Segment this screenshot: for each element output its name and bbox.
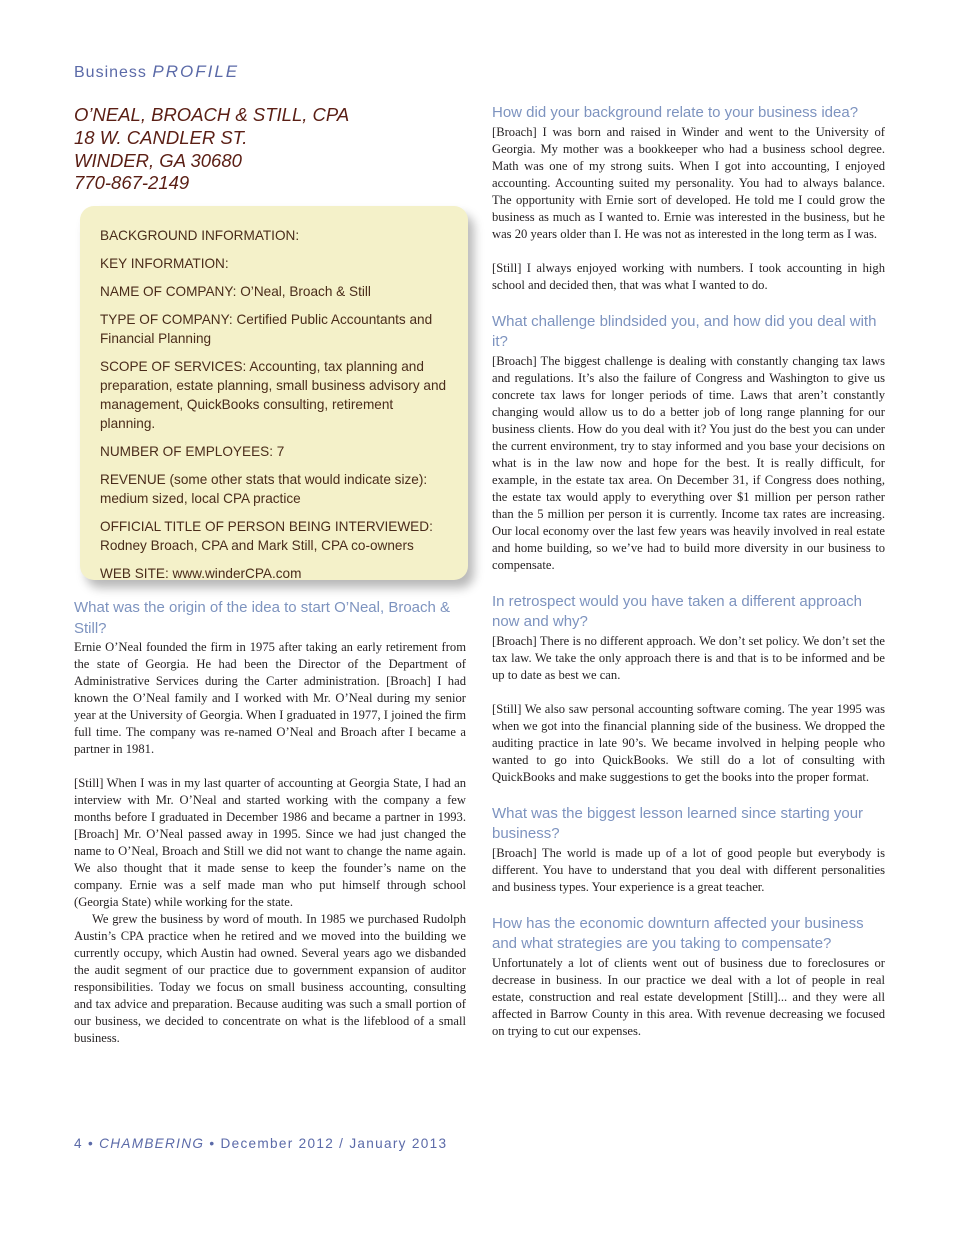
footer-separator-bullet: •	[87, 1136, 95, 1151]
answer-background-para-2: [Still] I always enjoyed working with numbers. I took accounting in high school and decided then, that was what I wanted to do.	[492, 260, 885, 292]
section-label: Business	[74, 64, 147, 81]
section-profile-label: PROFILE	[152, 62, 240, 81]
question-origin: What was the origin of the idea to start O’Neal, Broach & Still?	[74, 599, 451, 637]
answer-background-para-1: [Broach] I was born and raised in Winder and went to the University of Georgia. My mother was a bookkeeper who had a business school degree. Math was one of my strong suits. When I got into accounting, I enjoyed accounting. Accounting suited my personality. You had to always balance. The opportunity with Ernie sort of developed. He told me I could grow the business as much as I wanted to. Ernie was interested in the business, but he was 20 years older than I. He was not as interested in the long term as I was.	[492, 124, 885, 241]
key-information-box	[80, 206, 468, 580]
question-downturn: How has the economic downturn affected your business and what strategies are you taking to compensate?	[492, 914, 864, 952]
answer-origin-para-2: [Still] When I was in my last quarter of accounting at Georgia State, I had an interview with Mr. O’Neal and started working with the company a few months before I graduated in December 1986 and became a partner in 1993. [Broach] Mr. O’Neal passed away in 1995. Since we had just changed the name to O’Neal, Broach and Still we did not want to change the name again. We also thought that it made sense to keep the founder’s name on the company. Ernie was a self made man who put himself through school (Georgia State) while working for the state.	[74, 776, 466, 909]
answer-downturn: Unfortunately a lot of clients went out of business due to foreclosures or decrease in business. In our practice we deal with a lot of people in real estate, construction and real estate development [Still]... and they were all affected in Barrow County in this area. With revenue decreasing we focused on trying to cut our expenses.	[492, 955, 885, 1038]
info-background: BACKGROUND INFORMATION:	[100, 228, 300, 243]
question-background: How did your background relate to your business idea?	[492, 104, 859, 121]
company-address-block	[74, 104, 464, 195]
info-company-name: NAME OF COMPANY: O’Neal, Broach & Still	[100, 284, 371, 299]
answer-retrospect-para-1: [Broach] There is no different approach. We don’t set policy. We don’t set the tax law. We take the only approach there is and that is to be informed and be up to date as best we can.	[492, 633, 885, 682]
issue-date: December 2012 / January 2013	[220, 1136, 448, 1151]
company-name: O’NEAL, BROACH & STILL, CPA	[74, 104, 350, 125]
answer-lesson: [Broach] The world is made up of a lot of good people but everybody is different. You have to understand that you deal with different personalities and business types. Your experience is a great teacher.	[492, 845, 885, 894]
info-website: WEB SITE: www.winderCPA.com	[100, 566, 302, 581]
right-column	[492, 103, 885, 1040]
page-footer	[74, 1136, 447, 1151]
company-phone: 770-867-2149	[74, 172, 190, 194]
section-header	[74, 62, 239, 82]
answer-challenge: [Broach] The biggest challenge is dealing with constantly changing tax laws and regulations. It’s also the failure of Congress and Washington to give us concrete tax laws for longer periods of time. Laws that aren’t constantly changing would allow us to do a better job of long range planning for our business clients. How do you deal with it? You just do the best you can under the current environment, try to stay informed and you base your decisions on what is in the law now and hope for the best. It is really difficult, for example, in the estate tax area. On December 31, if Congress does nothing, the estate tax would apply to everything over $1 million per person rather than the 5 million per person it is currently. Income tax rates are increasing. Our local economy over the last few years was heavily involved in real estate and home building, so we’ve had to build more diversity in our business to compensate.	[492, 353, 885, 572]
answer-retrospect-para-2: [Still] We also saw personal accounting software coming. The year 1995 was when we got into the financial planning side of the business. We dropped the auditing practice in late 90’s. We became involved in helping people who wanted to go into QuickBooks. We still do a lot of consulting with QuickBooks and make suggestions to get the books into the proper format.	[492, 701, 885, 784]
answer-origin-para-3: We grew the business by word of mouth. In 1985 we purchased Rudolph Austin’s CPA practice when he retired and we moved into the building we currently occupy, which Austin had owned. Several years ago we disbanded the audit segment of our practice due to government expansion of auditor responsibilities. Today we focus on small business accounting, consulting and tax advice and preparation. Because auditing was such a small portion of our business, we decided to concentrate on what is the lifeblood of a small business.	[74, 912, 466, 1045]
magazine-name: CHAMBERING	[99, 1136, 205, 1151]
question-lesson: What was the biggest lesson learned since starting your business?	[492, 804, 864, 842]
info-interviewee-title: OFFICIAL TITLE OF PERSON BEING INTERVIEWED: Rodney Broach, CPA and Mark Still, CPA co-owners	[100, 519, 433, 553]
info-key: KEY INFORMATION:	[100, 256, 229, 271]
info-revenue: REVENUE (some other stats that would indicate size): medium sized, local CPA practice	[100, 472, 428, 506]
footer-separator-bullet: •	[209, 1136, 216, 1151]
page-number: 4	[74, 1136, 83, 1151]
info-company-type: TYPE OF COMPANY: Certified Public Accountants and Financial Planning	[100, 312, 433, 346]
question-challenge: What challenge blindsided you, and how did you deal with it?	[492, 312, 877, 350]
question-retrospect: In retrospect would you have taken a different approach now and why?	[492, 592, 862, 630]
info-scope: SCOPE OF SERVICES: Accounting, tax planning and preparation, estate planning, small business advisory and management, QuickBooks consulting, retirement planning.	[100, 359, 447, 431]
info-employees: NUMBER OF EMPLOYEES: 7	[100, 444, 285, 459]
answer-origin-para-1: Ernie O’Neal founded the firm in 1975 after taking an early retirement from the state of Georgia. He had been the Director of the Department of Administrative Services during the Carter administration. [Broach] I had known the O’Neal family and I worked with Mr. O’Neal during my senior year at the University of Georgia. When I graduated in 1977, I joined the firm full time. The company was re-named O’Neal and Broach after I became a partner in 1981.	[74, 640, 466, 756]
company-street: 18 W. CANDLER ST.	[74, 126, 248, 148]
left-column	[74, 598, 466, 1047]
company-city: WINDER, GA 30680	[74, 149, 242, 171]
